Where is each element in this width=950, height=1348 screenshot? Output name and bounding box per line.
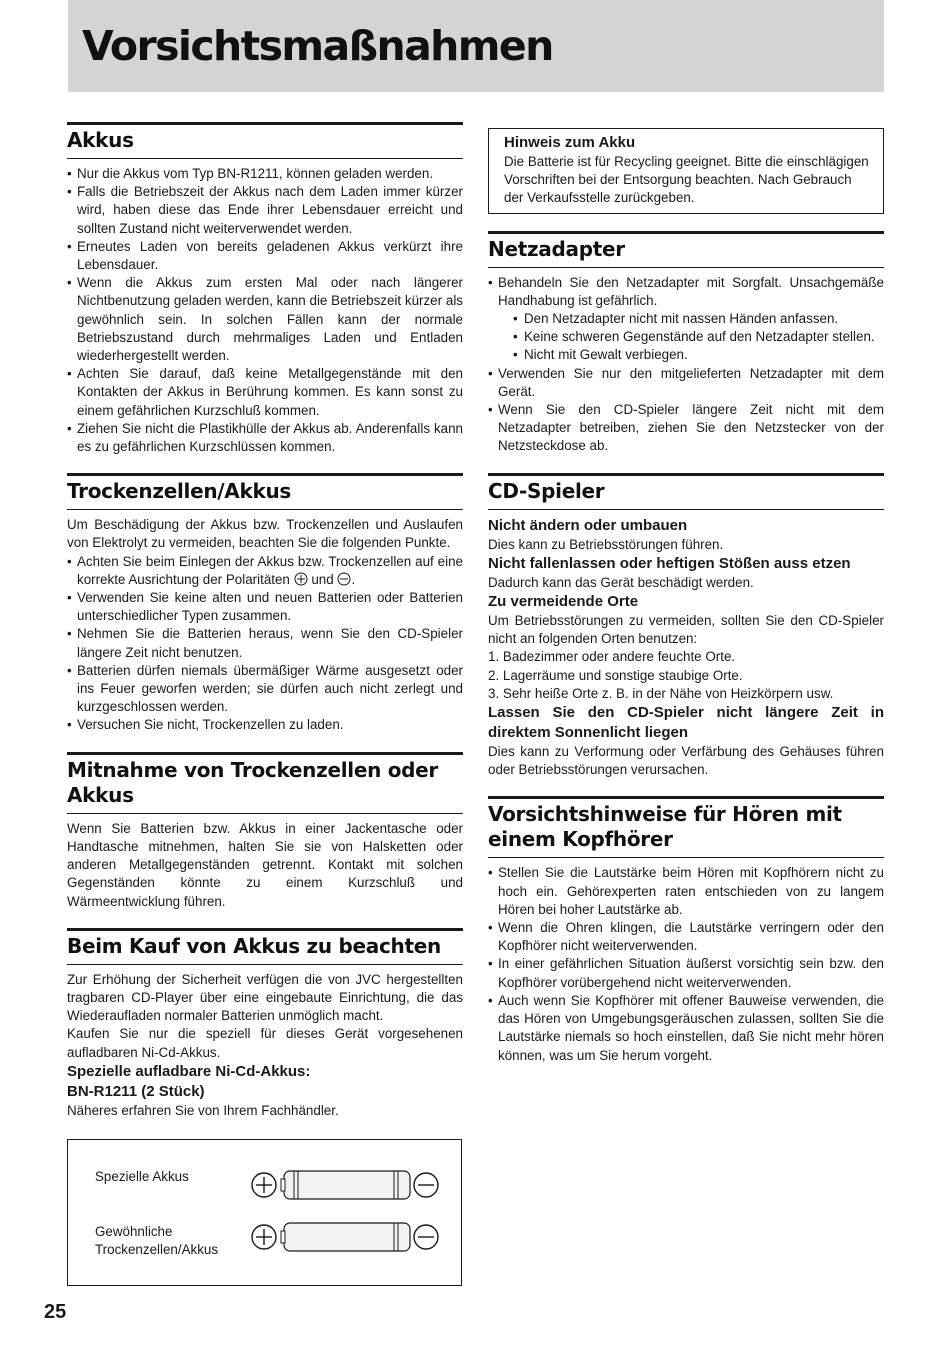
bold-label: BN-R1211 (2 Stück) [67, 1082, 205, 1100]
subheading: Nicht ändern oder umbauen [488, 516, 688, 534]
left-column [67, 122, 463, 1286]
section-heading: Trockenzellen/Akkus [67, 479, 292, 504]
battery-diagram [67, 1139, 462, 1286]
paragraph: Zur Erhöhung der Sicherheit verfügen die von JVC hergestellten tragbaren CD-Player über eine eingebaute Einrichtung, die das Wiederaufladen normaler Batterien unmöglich macht. [67, 971, 463, 1024]
sub-bullet-list [488, 310, 884, 365]
paragraph: Kaufen Sie nur die speziell für dieses Gerät vorgesehenen aufladbaren Ni-Cd-Akkus. [67, 1026, 463, 1060]
list-item: • Versuchen Sie nicht, Trockenzellen zu laden. [67, 716, 463, 734]
normal-battery-label: Gewöhnliche Trockenzellen/Akkus [95, 1223, 219, 1258]
section-header [488, 473, 884, 510]
list-item: • Stellen Sie die Lautstärke beim Hören mit Kopfhörern nicht zu hoch ein. Gehörexperten raten entschieden von zu langem Hören bei hoher Lautstärke ab. [488, 864, 884, 919]
list-item: • Verwenden Sie nur den mitgelieferten Netzadapter mit dem Gerät. [488, 365, 884, 401]
bullet-list [67, 165, 463, 456]
list-item: • Keine schweren Gegenstände auf den Netzadapter stellen. [488, 328, 884, 346]
list-item: • Behandeln Sie den Netzadapter mit Sorgfalt. Unsachgemäße Handhabung ist gefährlich. [488, 274, 884, 310]
note-title: Hinweis zum Akku [504, 134, 636, 151]
section-heading: Mitnahme von Trockenzellen oder Akkus [67, 757, 438, 807]
list-item-text: . [351, 571, 356, 587]
section-cdspieler [488, 473, 884, 780]
list-item-text: und [311, 571, 334, 587]
section-header [67, 928, 463, 965]
note-text: Die Batterie ist für Recycling geeignet. Bitte die einschlägigen Vorschriften bei der Entsorgung beachten. Nach Gebrauch der Verkaufsstelle zurückgeben. [504, 154, 869, 206]
section-header [488, 796, 884, 858]
battery-note-box [488, 128, 884, 214]
list-item: • Achten Sie darauf, daß keine Metallgegenstände mit den Kontakten der Akkus in Berührung kommen. Es kann sonst zu einem gefährlichen Kurzschluß kommen. [67, 365, 463, 420]
section-kauf [67, 928, 463, 1286]
plus-icon [294, 572, 308, 586]
list-item: • Wenn Sie den CD-Spieler längere Zeit nicht mit dem Netzadapter betreiben, ziehen Sie den Netzstecker von der Netzsteckdose ab. [488, 401, 884, 456]
list-item: 3. Sehr heiße Orte z. B. in der Nähe von Heizkörpern usw. [488, 685, 834, 701]
list-item: • In einer gefährlichen Situation äußerst vorsichtig sein bzw. den Kopfhörer vorübergehend nicht weiterverwenden. [488, 955, 884, 991]
list-item: • Den Netzadapter nicht mit nassen Händen anfassen. [488, 310, 884, 328]
list-item: 2. Lagerräume und sonstige staubige Orte. [488, 667, 743, 683]
section-heading: Beim Kauf von Akkus zu beachten [67, 933, 441, 958]
section-akkus [67, 122, 463, 456]
page-title: Vorsichtsmaßnahmen [82, 22, 553, 70]
list-item: • Nur die Akkus vom Typ BN-R1211, können geladen werden. [67, 165, 463, 183]
section-mitnahme [67, 752, 463, 911]
section-heading: CD-Spieler [488, 478, 605, 503]
normal-battery-icon [248, 1217, 443, 1257]
subheading: Nicht fallenlassen oder heftigen Stößen auss etzen [488, 554, 851, 572]
list-item: • Batterien dürfen niemals übermäßiger Wärme ausgesetzt oder ins Feuer geworfen werden; sie dürfen auch nicht zerlegt und kurzgeschlossen werden. [67, 662, 463, 717]
title-bar [68, 0, 884, 92]
special-battery-icon [248, 1165, 443, 1205]
page-number: 25 [44, 1301, 67, 1323]
list-item: 1. Badezimmer oder andere feuchte Orte. [488, 649, 736, 665]
paragraph: Dies kann zu Betriebsstörungen führen. [488, 536, 724, 552]
list-item: • Erneutes Laden von bereits geladenen Akkus verkürzt ihre Lebensdauer. [67, 238, 463, 274]
section-heading: Netzadapter [488, 236, 625, 261]
bullet-list [488, 365, 884, 456]
list-item [67, 553, 463, 589]
paragraph: Um Betriebsstörungen zu vermeiden, sollten Sie den CD-Spieler nicht an folgenden Orten benutzen: [488, 613, 884, 647]
list-item: • Falls die Betriebszeit der Akkus nach dem Laden immer kürzer wird, haben diese das Ende ihrer Lebensdauer erreicht und sollten Zustand nicht weiterverwendet werden. [67, 183, 463, 238]
paragraph: Dies kann zu Verformung oder Verfärbung des Gehäuses führen oder Betriebsstörungen verursachen. [488, 744, 884, 778]
section-trockenzellen [67, 473, 463, 734]
bullet-list [488, 864, 884, 1064]
section-heading: Vorsichtshinweise für Hören mit einem Kopfhörer [488, 802, 842, 852]
paragraph: Dadurch kann das Gerät beschädigt werden. [488, 574, 754, 590]
list-item: • Verwenden Sie keine alten und neuen Batterien oder Batterien unterschiedlicher Typen zusammen. [67, 589, 463, 625]
list-item: • Ziehen Sie nicht die Plastikhülle der Akkus ab. Anderenfalls kann es zu gefährlichen Kurzschlüssen kommen. [67, 420, 463, 456]
list-item: • Wenn die Ohren klingen, die Lautstärke verringern oder den Kopfhörer nicht weiterverwenden. [488, 919, 884, 955]
paragraph: Näheres erfahren Sie von Ihrem Fachhändler. [67, 1102, 339, 1118]
list-item: • Nicht mit Gewalt verbiegen. [488, 346, 884, 364]
section-header [67, 473, 463, 510]
section-header [67, 122, 463, 159]
list-item: • Auch wenn Sie Kopfhörer mit offener Bauweise verwenden, die das Hören von Umgebungsgeräuschen zulassen, sollten Sie die Lautstärke niemals so hoch einstellen, daß Sie nicht mehr hören können, was um Sie herum vorgeht. [488, 992, 884, 1065]
minus-icon [337, 572, 351, 586]
special-battery-label: Spezielle Akkus [95, 1168, 189, 1184]
section-netzadapter [488, 231, 884, 456]
section-header [67, 752, 463, 814]
bullet-list [488, 274, 884, 310]
list-item-text: Achten Sie beim Einlegen der Akkus bzw. Trockenzellen auf eine korrekte Ausrichtung der Polaritäten [77, 553, 463, 587]
list-item: • Wenn die Akkus zum ersten Mal oder nach längerer Nichtbenutzung geladen werden, kann die Betriebszeit kürzer als gewöhnlich sein. In solchen Fällen kann der normale Betriebszustand durch mehrmaliges Laden und Entladen wiederhergestellt werden. [67, 274, 463, 365]
section-heading: Akkus [67, 128, 134, 152]
bold-label: Spezielle aufladbare Ni-Cd-Akkus: [67, 1062, 311, 1080]
subheading: Zu vermeidende Orte [488, 593, 639, 611]
list-item: • Nehmen Sie die Batterien heraus, wenn Sie den CD-Spieler längere Zeit nicht benutzen. [67, 625, 463, 661]
bullet-list [67, 553, 463, 735]
paragraph: Wenn Sie Batterien bzw. Akkus in einer Jackentasche oder Handtasche mitnehmen, halten Sie sie von Halsketten oder anderen Metallgegenständen getrennt. Kontakt mit solchen Gegenständen könnte zu einem Kurzschluß und Wärmeentwicklung führen. [67, 820, 463, 909]
subheading: Lassen Sie den CD-Spieler nicht längere Zeit in direktem Sonnenlicht liegen [488, 704, 884, 742]
right-column [488, 128, 884, 1065]
section-header [488, 231, 884, 268]
paragraph: Um Beschädigung der Akkus bzw. Trockenzellen und Auslaufen von Elektrolyt zu vermeiden, beachten Sie die folgenden Punkte. [67, 517, 463, 551]
section-kopfhoerer [488, 796, 884, 1064]
